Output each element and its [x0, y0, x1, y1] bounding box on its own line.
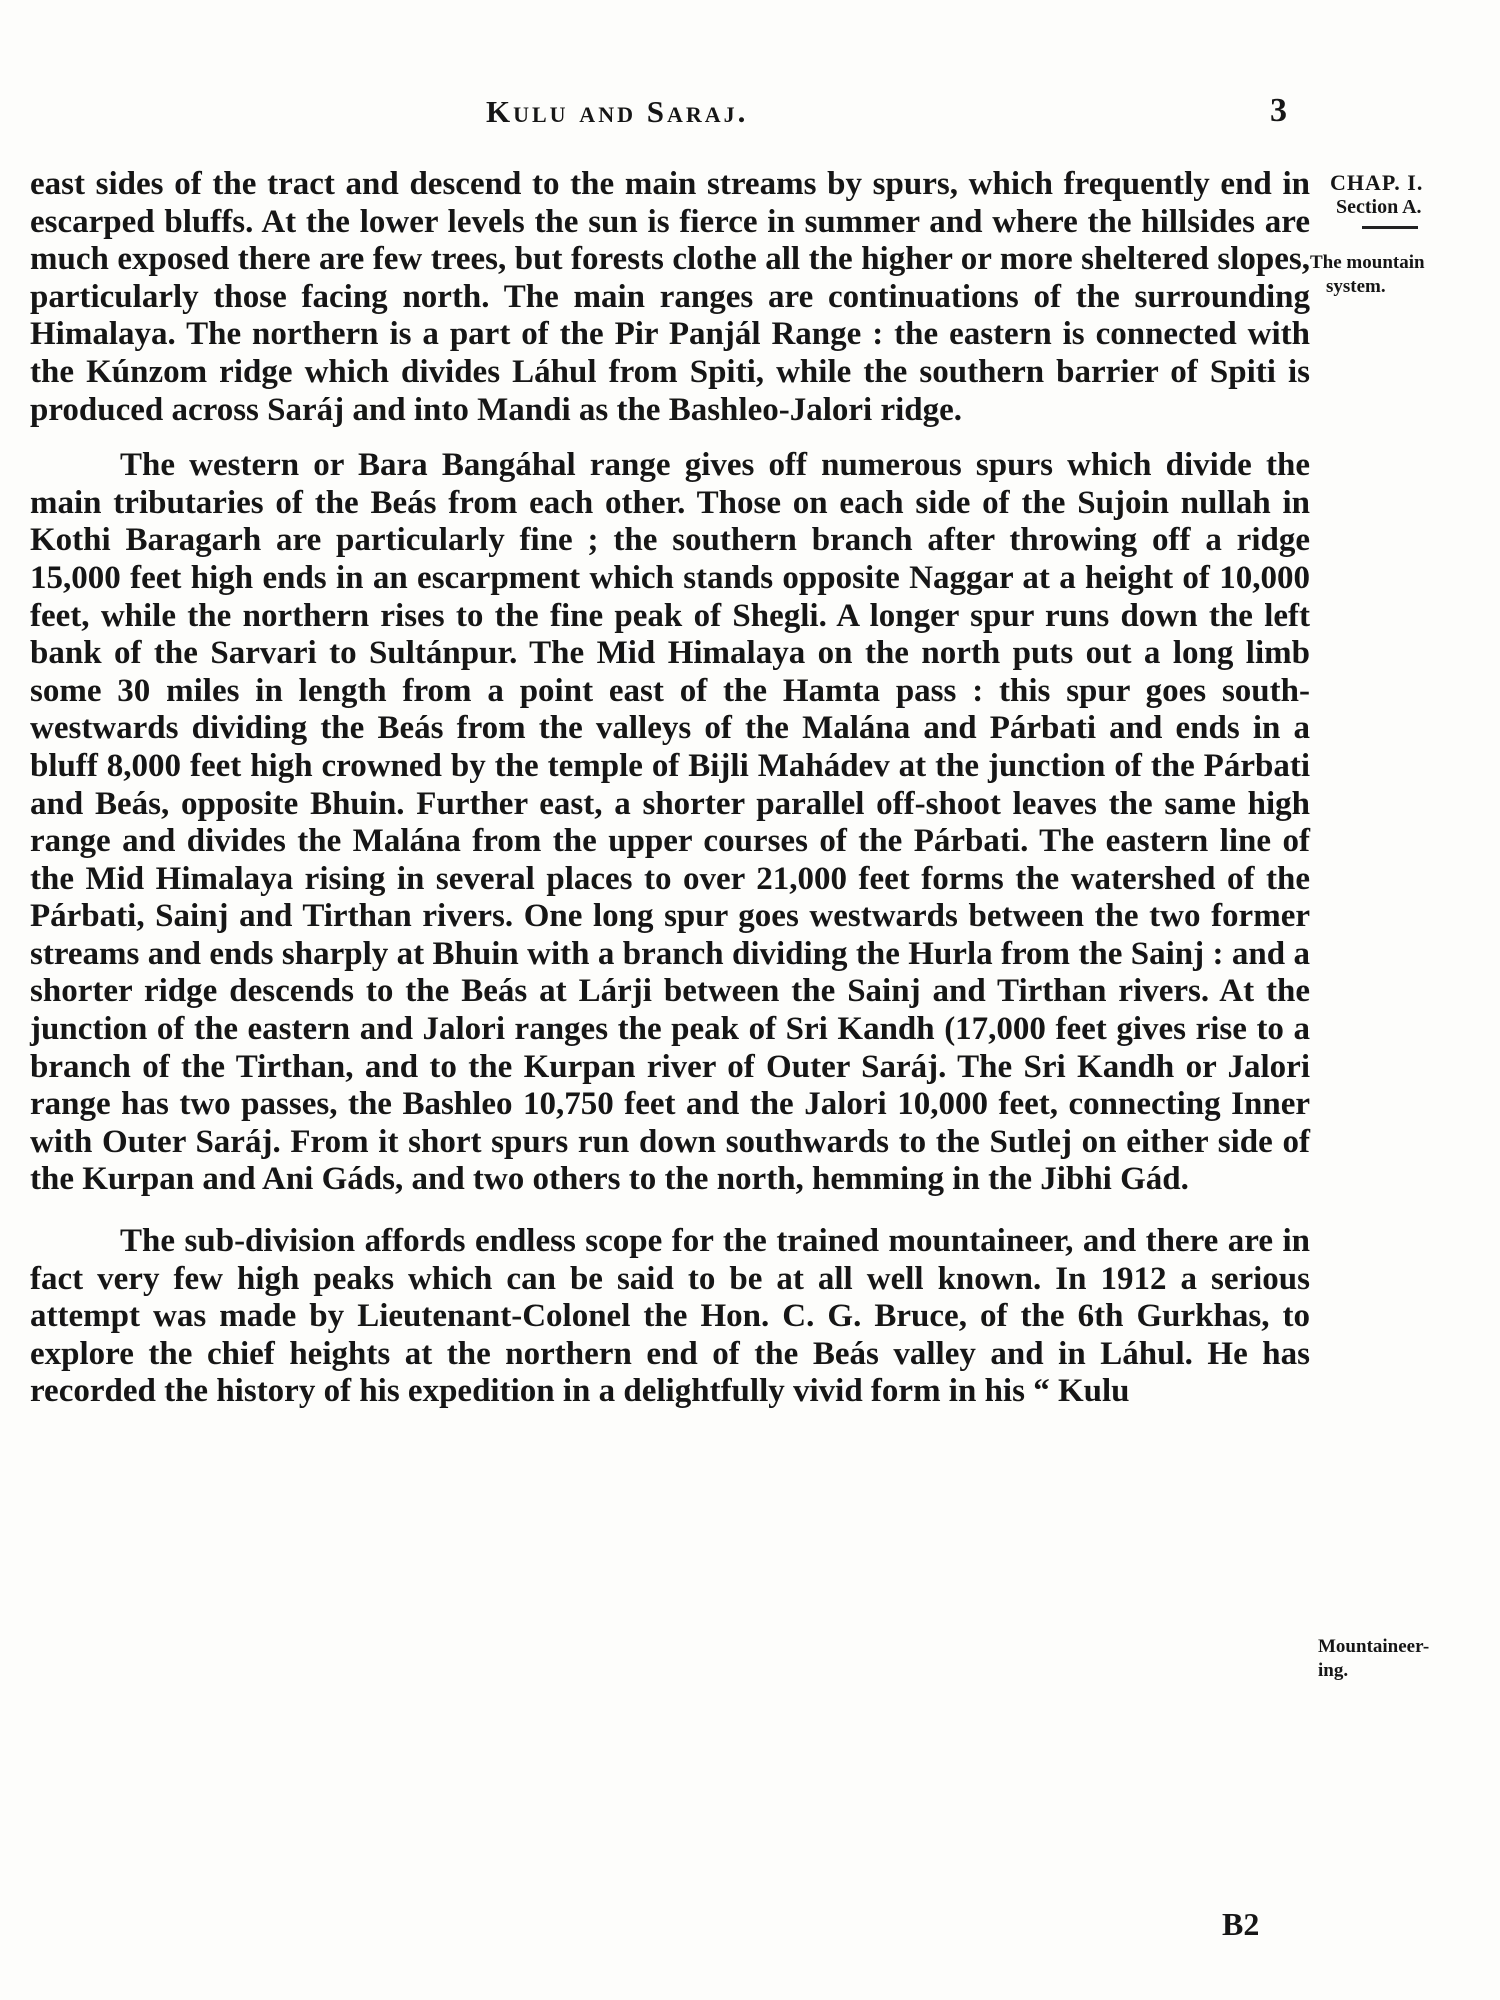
main-text-column	[30, 166, 1310, 1411]
margin-topic-mountain-system-line2: system.	[1326, 276, 1386, 297]
margin-topic-mountaineering-line1: Mountaineer-	[1318, 1636, 1430, 1657]
margin-chapter-label: CHAP. I.	[1330, 170, 1424, 195]
margin-topic-mountain-system-line1: The mountain	[1310, 252, 1425, 273]
margin-section-label: Section A.	[1336, 196, 1422, 218]
paragraph-western-range: The western or Bara Bangáhal range gives off numerous spurs which divide the main tributaries of the Beás from each other. Those on each side of the Sujoin nullah in Kothi Baragarh are particularly fine ; the southern branch after throwing off a ridge 15,000 feet high ends in an escarpment which stands opposite Naggar at a height of 10,000 feet, while the northern rises to the fine peak of Shegli. A longer spur runs down the left bank of the Sarvari to Sultánpur. The Mid Himalaya on the north puts out a long limb some 30 miles in length from a point east of the Hamta pass : this spur goes south-westwards dividing the Beás from the valleys of the Malána and Párbati and ends in a bluff 8,000 feet high crowned by the temple of Bijli Mahádev at the junction of the Párbati and Beás, opposite Bhuin. Further east, a shorter parallel off-shoot leaves the same high range and divides the Malána from the upper courses of the Párbati. The eastern line of the Mid Himalaya rising in several places to over 21,000 feet forms the watershed of the Párbati, Sainj and Tirthan rivers. One long spur goes westwards between the two former streams and ends sharply at Bhuin with a branch dividing the Hurla from the Sainj : and a shorter ridge descends to the Beás at Lárji between the Sainj and Tirthan rivers. At the junction of the eastern and Jalori ranges the peak of Sri Kandh (17,000 feet gives rise to a branch of the Tirthan, and to the Kurpan river of Outer Saráj. The Sri Kandh or Jalori range has two passes, the Bashleo 10,750 feet and the Jalori 10,000 feet, connecting Inner with Outer Saráj. From it short spurs run down southwards to the Sutlej on either side of the Kurpan and Ani Gáds, and two others to the north, hemming in the Jibhi Gád.	[30, 447, 1310, 1198]
paragraph-mountain-system: east sides of the tract and descend to the main streams by spurs, which frequently end in escarped bluffs. At the lower levels the sun is fierce in summer and where the hillsides are much exposed there are few trees, but forests clothe all the higher or more sheltered slopes, particularly those facing north. The main ranges are continuations of the surrounding Himalaya. The northern is a part of the Pir Panjál Range : the eastern is connected with the Kúnzom ridge which divides Láhul from Spiti, while the southern barrier of Spiti is produced across Saráj and into Mandi as the Bashleo-Jalori ridge.	[30, 166, 1310, 428]
margin-rule-divider	[1362, 226, 1418, 229]
page-number: 3	[1270, 92, 1287, 129]
signature-mark: B2	[1222, 1906, 1260, 1942]
margin-topic-mountaineering-line2: ing.	[1318, 1660, 1349, 1681]
paragraph-mountaineering: The sub-division affords endless scope for the trained mountaineer, and there are in fact very few high peaks which can be said to be at all well known. In 1912 a serious attempt was made by Lieutenant-Colonel the Hon. C. G. Bruce, of the 6th Gurkhas, to explore the chief heights at the northern end of the Beás valley and in Láhul. He has recorded the history of his expedition in a delightfully vivid form in his “ Kulu	[30, 1223, 1310, 1410]
running-head-title: Kulu and Saraj.	[486, 94, 749, 129]
